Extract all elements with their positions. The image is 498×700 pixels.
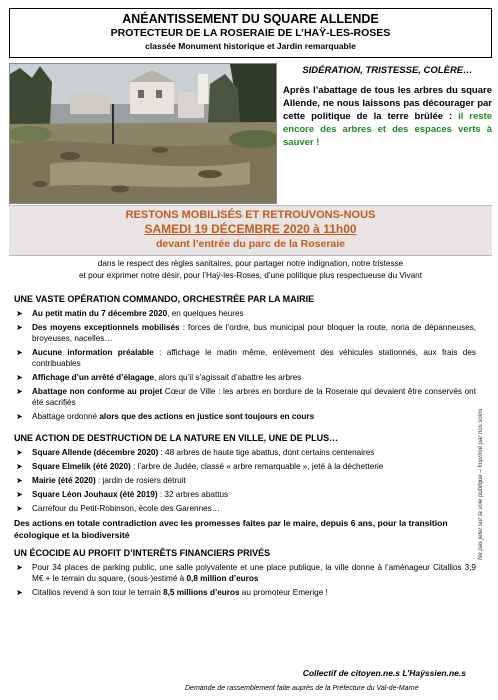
reaction-lead: SIDÉRATION, TRISTESSE, COLÈRE… — [302, 65, 473, 76]
list-item: ➤ Mairie (été 2020) : jardin de rosiers détruit — [16, 476, 186, 485]
list-item: ➤ Square Léon Jouhaux (été 2019) : 32 arbres abattus — [16, 490, 229, 499]
arrow-bullet-icon: ➤ — [16, 563, 23, 572]
rally-band — [9, 205, 492, 256]
rally-conditions: dans le respect des règles sanitaires, pour partager notre indignation, notre tristesse et pour exprimer notre désir, pour l’Haÿ-les-Roses, d’une politique plus respectueuse du Vivant — [79, 259, 422, 280]
prefecture-footnote: Demande de rassemblement faite auprès de la Préfecture du Val-de-Marne — [185, 685, 419, 692]
photo-illustration — [10, 64, 277, 204]
rally-location: devant l’entrée du parc de la Roseraie — [155, 238, 346, 250]
arrow-bullet-icon: ➤ — [16, 588, 23, 597]
classification-note: classée Monument historique et Jardin remarquable — [145, 41, 356, 51]
arrow-bullet-icon: ➤ — [16, 490, 23, 499]
subtitle: PROTECTEUR DE LA ROSERAIE DE L’HAŸ-LES-ROSES — [110, 27, 391, 39]
list-item: ➤ Aucune information préalable : affichage le matin même, enlèvement des véhicules stationnés, aux frais des contribuables — [16, 348, 476, 368]
arrow-bullet-icon: ➤ — [16, 348, 23, 357]
list-item: ➤ Abattage ordonné alors que des actions en justice sont toujours en cours — [16, 412, 315, 421]
arrow-bullet-icon: ➤ — [16, 462, 23, 471]
arrow-bullet-icon: ➤ — [16, 373, 23, 382]
felled-square-photo — [9, 63, 277, 204]
main-title: ANÉANTISSEMENT DU SQUARE ALLENDE — [122, 12, 379, 26]
list-item: ➤ Abattage non conforme au projet Cœur de Ville : les arbres en bordure de la Roseraie qui devaient être conservés ont été sacrifiés — [16, 387, 476, 407]
list-item: ➤ Des moyens exceptionnels mobilisés : forces de l’ordre, bus municipal pour bloquer la route, noria de dépanneuses, broyeuses, nacelles… — [16, 323, 477, 343]
ecocide-list — [14, 562, 476, 598]
arrow-bullet-icon: ➤ — [16, 412, 23, 421]
contradiction-statement: Des actions en totale contradiction avec les promesses faites par le maire, depuis 6 ans, pour la transition écologique et la biodiversité — [14, 518, 448, 540]
destruction-list — [14, 447, 476, 514]
list-item: ➤ Pour 34 places de parking public, une salle polyvalente et une place publique, la ville donne à l’aménageur Citallios 3,9 M€ + le terrain du square, (sous-)estimé à 0,8 million d’euros — [16, 563, 476, 583]
arrow-bullet-icon: ➤ — [16, 448, 23, 457]
list-item: ➤ Affichage d’un arrêté d’élagage, alors qu’il s’agissait d’abattre les arbres — [16, 373, 302, 382]
collective-signature: Collectif de citoyen.ne.s L’Haÿssien.ne.s — [302, 668, 466, 678]
list-item: ➤ Square Elmelik (été 2020) : l’arbre de Judée, classé « arbre remarquable », jeté à la déchetterie — [16, 462, 384, 471]
print-disclaimer: Ne pas jeter sur la voie publique – Imprimé par nos soins — [478, 408, 484, 560]
rally-call: RESTONS MOBILISÉS ET RETROUVONS-NOUS — [125, 209, 376, 221]
reaction-text — [283, 64, 492, 149]
flyer-header — [9, 8, 492, 58]
arrow-bullet-icon: ➤ — [16, 309, 23, 318]
arrow-bullet-icon: ➤ — [16, 387, 23, 396]
rally-date: SAMEDI 19 DÉCEMBRE 2020 à 11h00 — [144, 222, 357, 236]
list-item: ➤ Au petit matin du 7 décembre 2020, en quelques heures — [16, 309, 244, 318]
operation-list — [14, 308, 476, 422]
flyer-content — [14, 293, 476, 601]
section-title-destruction: UNE ACTION DE DESTRUCTION DE LA NATURE EN VILLE, UNE DE PLUS… — [14, 433, 339, 443]
arrow-bullet-icon: ➤ — [16, 323, 23, 332]
list-item: ➤ Carrefour du Petit-Robinson, école des Garennes… — [16, 504, 220, 513]
section-title-ecocide: UN ÉCOCIDE AU PROFIT D’INTERÊTS FINANCIERS PRIVÉS — [14, 548, 271, 558]
arrow-bullet-icon: ➤ — [16, 504, 23, 513]
highlight-green: il reste encore des arbres et des espaces verts à sauver — [283, 111, 492, 148]
list-item: ➤ Citallios revend à son tour le terrain 8,5 millions d’euros au promoteur Emerige ! — [16, 588, 328, 597]
section-title-operation: UNE VASTE OPÉRATION COMMANDO, ORCHESTRÉE PAR LA MAIRIE — [14, 294, 315, 304]
arrow-bullet-icon: ➤ — [16, 476, 23, 485]
reaction-body: Après l’abattage de tous les arbres du square Allende, ne nous laissons pas décourager par cette politique de la terre brûlée : il reste encore des arbres et des espaces verts à sauver ! — [283, 85, 492, 148]
list-item: ➤ Square Allende (décembre 2020) : 48 arbres de haute tige abattus, dont certains centenaires — [16, 448, 375, 457]
